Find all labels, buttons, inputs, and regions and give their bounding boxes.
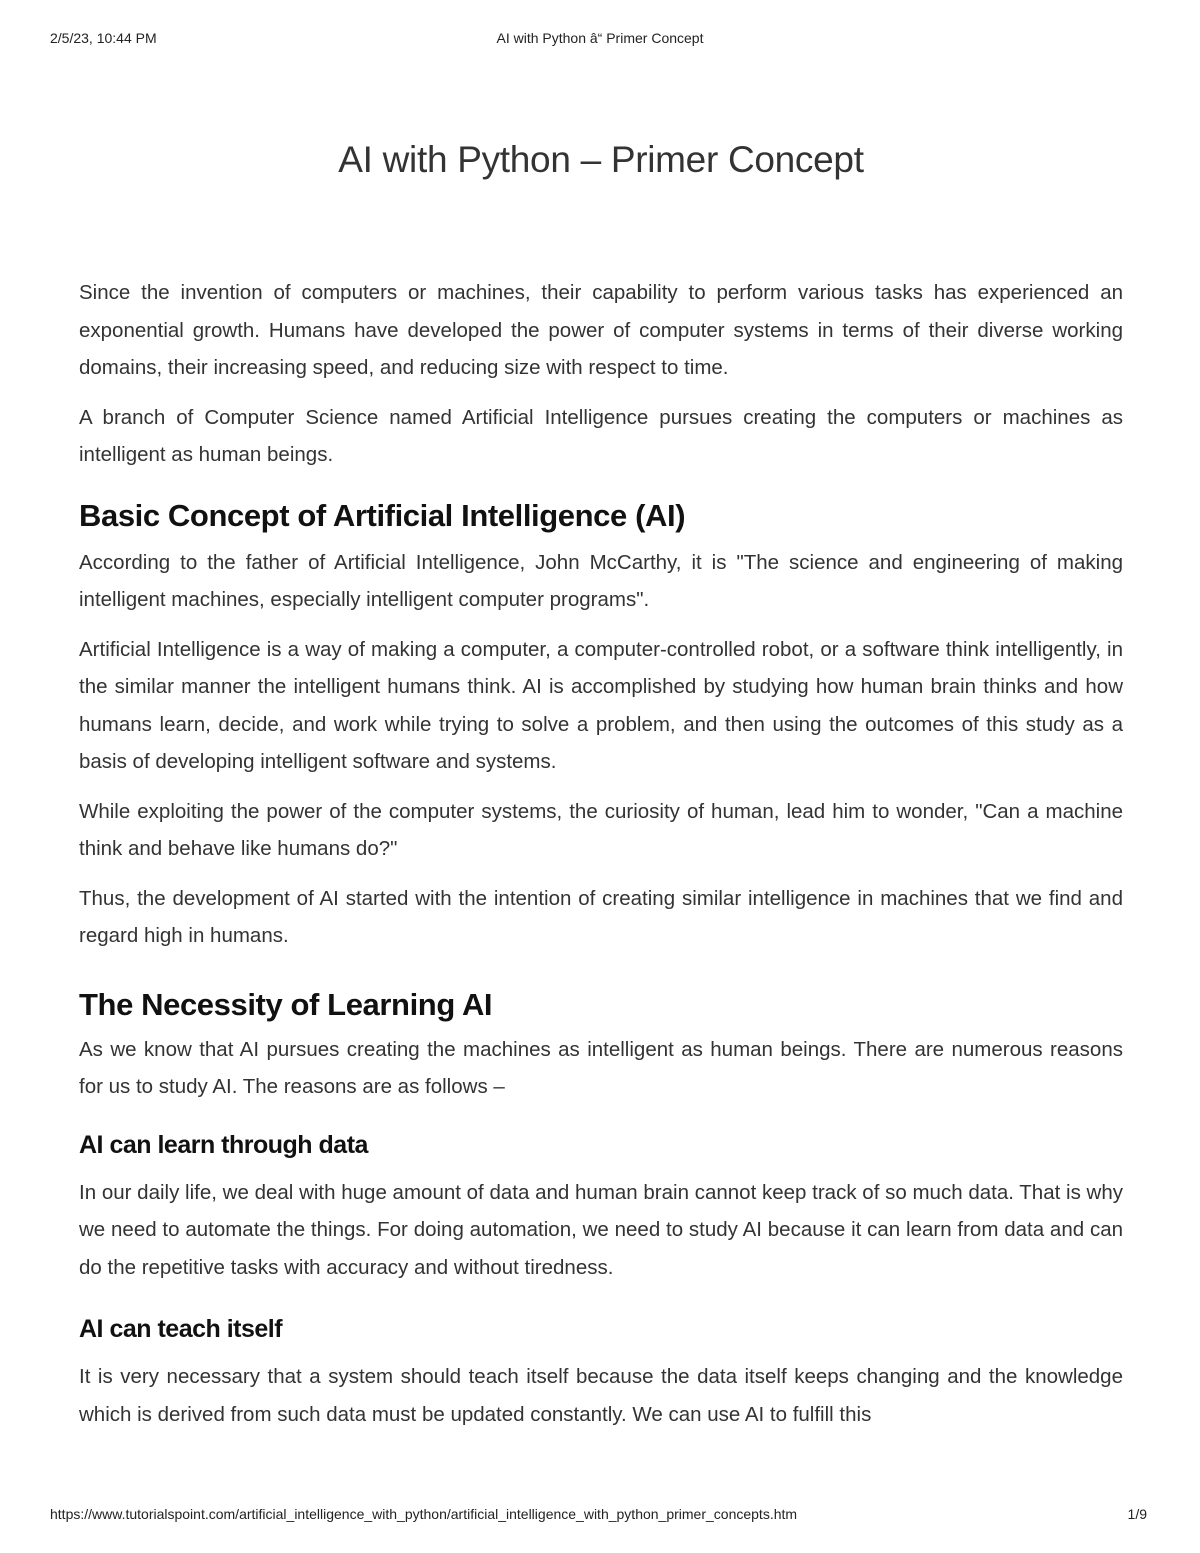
- necessity-paragraph: As we know that AI pursues creating the machines as intelligent as human beings. There are numerous reasons for us to study AI. The reasons are as follows –: [79, 1037, 1123, 1098]
- print-header: [0, 30, 1200, 50]
- section-heading-necessity: The Necessity of Learning AI: [79, 986, 493, 1022]
- section-heading-basic-concept: Basic Concept of Artificial Intelligence (AI): [79, 497, 686, 533]
- subsection-heading-teach-itself: AI can teach itself: [79, 1315, 283, 1343]
- page-title: AI with Python – Primer Concept: [338, 139, 864, 180]
- print-date: 2/5/23, 10:44 PM: [50, 30, 157, 46]
- teach-itself-paragraph: It is very necessary that a system should teach itself because the data itself keeps changing and the knowledge which is derived from such data must be updated constantly. We can use AI to fulfill this: [79, 1365, 1123, 1426]
- intro-paragraph-2: A branch of Computer Science named Artificial Intelligence pursues creating the computers or machines as intelligent as human beings.: [79, 405, 1123, 466]
- print-url: https://www.tutorialspoint.com/artificial_intelligence_with_python/artificial_intelligence_with_python_primer_concepts.htm: [50, 1506, 798, 1522]
- page-number: 1/9: [1127, 1506, 1147, 1522]
- print-footer: [0, 1506, 1200, 1526]
- subsection-heading-learn-through-data: AI can learn through data: [79, 1130, 368, 1159]
- basic-concept-paragraph-4: Thus, the development of AI started with the intention of creating similar intelligence in machines that we find and regard high in humans.: [79, 886, 1123, 947]
- basic-concept-paragraph-2: Artificial Intelligence is a way of making a computer, a computer-controlled robot, or a software think intelligently, in the similar manner the intelligent humans think. AI is accomplished by studying how human brain thinks and how humans learn, decide, and work while trying to solve a problem, and then using the outcomes of this study as a basis of developing intelligent software and systems.: [79, 637, 1123, 773]
- learn-through-data-paragraph: In our daily life, we deal with huge amount of data and human brain cannot keep track of so much data. That is why we need to automate the things. For doing automation, we need to study AI because it can learn from data and can do the repetitive tasks with accuracy and without tiredness.: [79, 1180, 1123, 1279]
- intro-paragraph-1: Since the invention of computers or machines, their capability to perform various tasks has experienced an exponential growth. Humans have developed the power of computer systems in terms of their diverse working domains, their increasing speed, and reducing size with respect to time.: [79, 281, 1123, 379]
- basic-concept-paragraph-3: While exploiting the power of the computer systems, the curiosity of human, lead him to wonder, "Can a machine think and behave like humans do?": [79, 799, 1123, 860]
- print-document-title: AI with Python â“ Primer Concept: [496, 30, 704, 46]
- article-content: [79, 132, 1123, 1494]
- basic-concept-paragraph-1: According to the father of Artificial Intelligence, John McCarthy, it is "The science and engineering of making intelligent machines, especially intelligent computer programs".: [79, 550, 1123, 611]
